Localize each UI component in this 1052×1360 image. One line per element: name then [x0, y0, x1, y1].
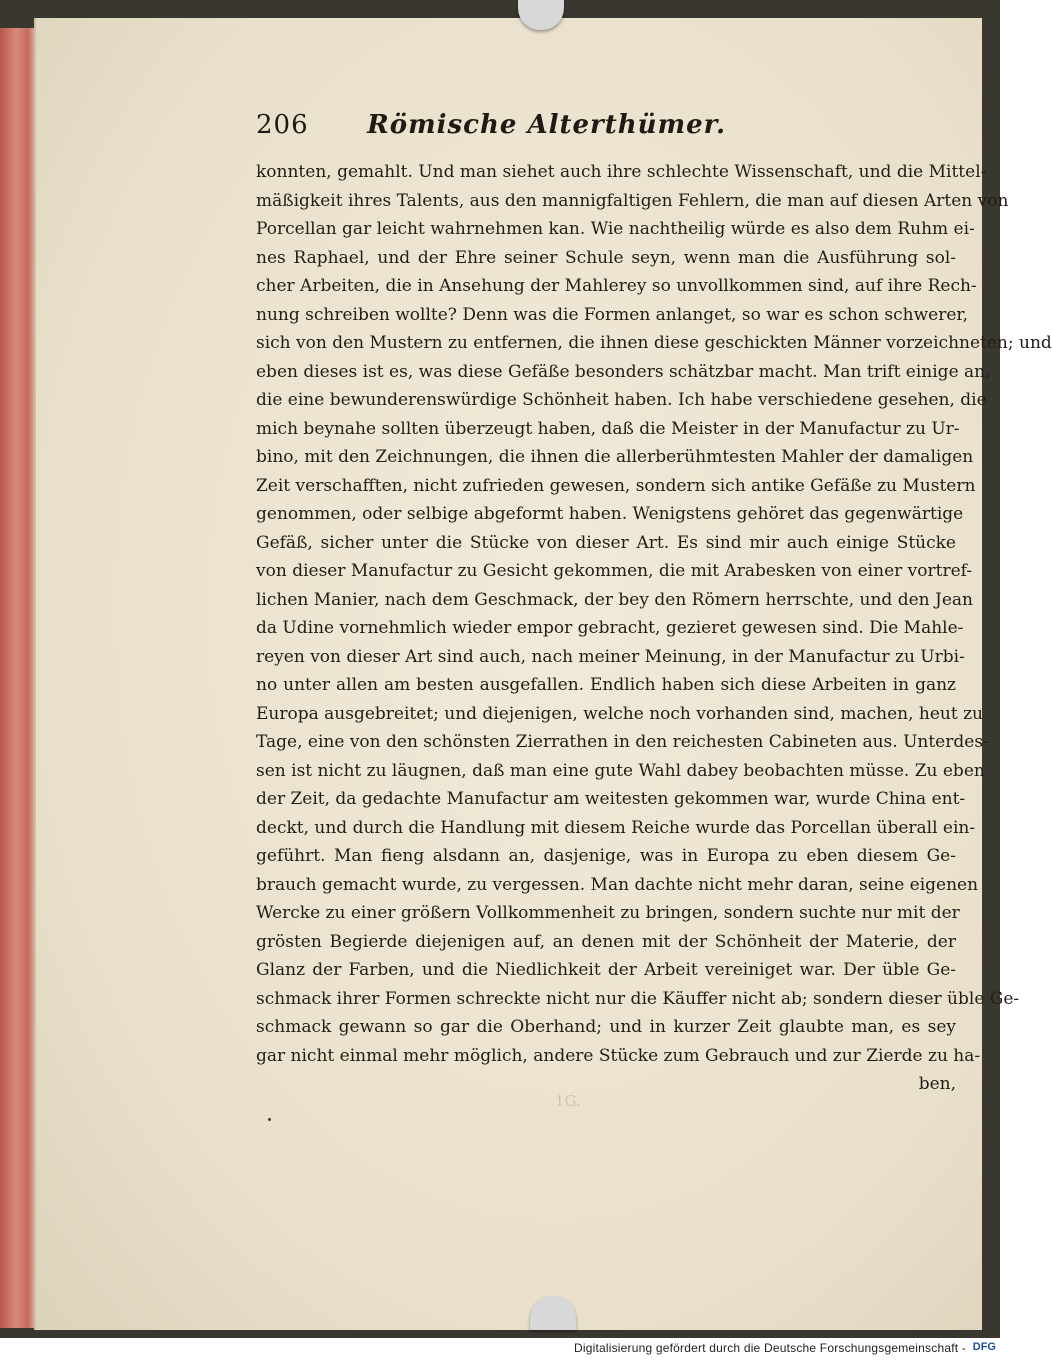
text-line: nes Raphael, und der Ehre seiner Schule seyn, wenn man die Ausführung sol-: [256, 247, 956, 268]
text-line: Zeit verschafften, nicht zufrieden gewesen, sondern sich antike Gefäße zu Mustern: [256, 475, 976, 496]
bottom-clip: [530, 1296, 576, 1330]
dfg-logo: DFG: [972, 1341, 996, 1353]
running-head: [256, 110, 726, 140]
text-line: cher Arbeiten, die in Ansehung der Mahlerey so unvollkommen sind, auf ihre Rech-: [256, 276, 977, 296]
text-line: die eine bewunderenswürdige Schönheit haben. Ich habe verschiedene gesehen, die: [256, 390, 987, 410]
text-line: no unter allen am besten ausgefallen. Endlich haben sich diese Arbeiten in ganz: [256, 675, 956, 695]
text-line: grösten Begierde diejenigen auf, an denen mit der Schönheit der Materie, der: [256, 931, 956, 952]
body-text: [256, 158, 1052, 1099]
text-line: lichen Manier, nach dem Geschmack, der bey den Römern herrschte, und den Jean: [256, 589, 973, 610]
text-line: sen ist nicht zu läugnen, daß man eine gute Wahl dabey beobachten müsse. Zu eben: [256, 760, 985, 781]
text-line: konnten, gemahlt. Und man siehet auch ihre schlechte Wissenschaft, und die Mittel-: [256, 162, 987, 182]
footer-bar: [0, 1338, 1000, 1360]
text-line: mäßigkeit ihres Talents, aus den mannigfaltigen Fehlern, die man auf diesen Arten von: [256, 190, 1009, 211]
text-line: von dieser Manufactur zu Gesicht gekommen, die mit Arabesken von einer vortref-: [256, 561, 973, 581]
text-line: der Zeit, da gedachte Manufactur am weitesten gekommen war, wurde China ent-: [256, 789, 966, 809]
text-line: gar nicht einmal mehr möglich, andere Stücke zum Gebrauch und zur Zierde zu ha-: [256, 1045, 981, 1066]
text-line: geführt. Man fieng alsdann an, dasjenige, was in Europa zu eben diesem Ge-: [256, 846, 956, 866]
text-line: schmack gewann so gar die Oberhand; und in kurzer Zeit glaubte man, es sey: [256, 1017, 956, 1037]
funding-notice: Digitalisierung gefördert durch die Deutsche Forschungsgemeinschaft -: [574, 1341, 966, 1355]
text-line: Europa ausgebreitet; und diejenigen, welche noch vorhanden sind, machen, heut zu: [256, 703, 984, 724]
text-line: genommen, oder selbige abgeformt haben. Wenigstens gehöret das gegenwärtige: [256, 504, 964, 524]
text-line: eben dieses ist es, was diese Gefäße besonders schätzbar macht. Man trift einige an,: [256, 361, 991, 382]
running-title: Römische Alterthümer.: [367, 110, 726, 140]
bleed-through-mark: 1G.: [555, 1092, 581, 1110]
text-line: Gefäß, sicher unter die Stücke von dieser Art. Es sind mir auch einige Stücke: [256, 532, 956, 553]
text-line: Porcellan gar leicht wahrnehmen kan. Wie nachtheilig würde es also dem Ruhm ei-: [256, 219, 975, 239]
text-line: reyen von dieser Art sind auch, nach meiner Meinung, in der Manufactur zu Urbi-: [256, 646, 965, 667]
ink-dot: [268, 1118, 271, 1121]
text-line: deckt, und durch die Handlung mit diesem Reiche wurde das Porcellan überall ein-: [256, 817, 976, 838]
text-line: bino, mit den Zeichnungen, die ihnen die allerberühmtesten Mahler der damaligen: [256, 447, 974, 467]
text-line: Wercke zu einer größern Vollkommenheit zu bringen, sondern suchte nur mit der: [256, 903, 960, 923]
page-number: 206: [256, 110, 309, 140]
text-line: Glanz der Farben, und die Niedlichkeit der Arbeit vereiniget war. Der üble Ge-: [256, 960, 956, 980]
text-line: brauch gemacht wurde, zu vergessen. Man dachte nicht mehr daran, seine eigenen: [256, 874, 979, 895]
text-line: nung schreiben wollte? Denn was die Formen anlanget, so war es schon schwerer,: [256, 304, 969, 325]
text-line: Tage, eine von den schönsten Zierrathen in den reichesten Cabineten aus. Unterdes-: [256, 732, 989, 752]
text-line: schmack ihrer Formen schreckte nicht nur die Käuffer nicht ab; sondern dieser üble Ge-: [256, 988, 1020, 1009]
catchword: ben,: [918, 1074, 956, 1094]
text-line: da Udine vornehmlich wieder empor gebracht, gezieret gewesen sind. Die Mahle-: [256, 618, 964, 638]
text-line: sich von den Mustern zu entfernen, die ihnen diese geschickten Männer vorzeichneten; und: [256, 333, 1052, 353]
text-line: mich beynahe sollten überzeugt haben, daß die Meister in der Manufactur zu Ur-: [256, 418, 960, 439]
